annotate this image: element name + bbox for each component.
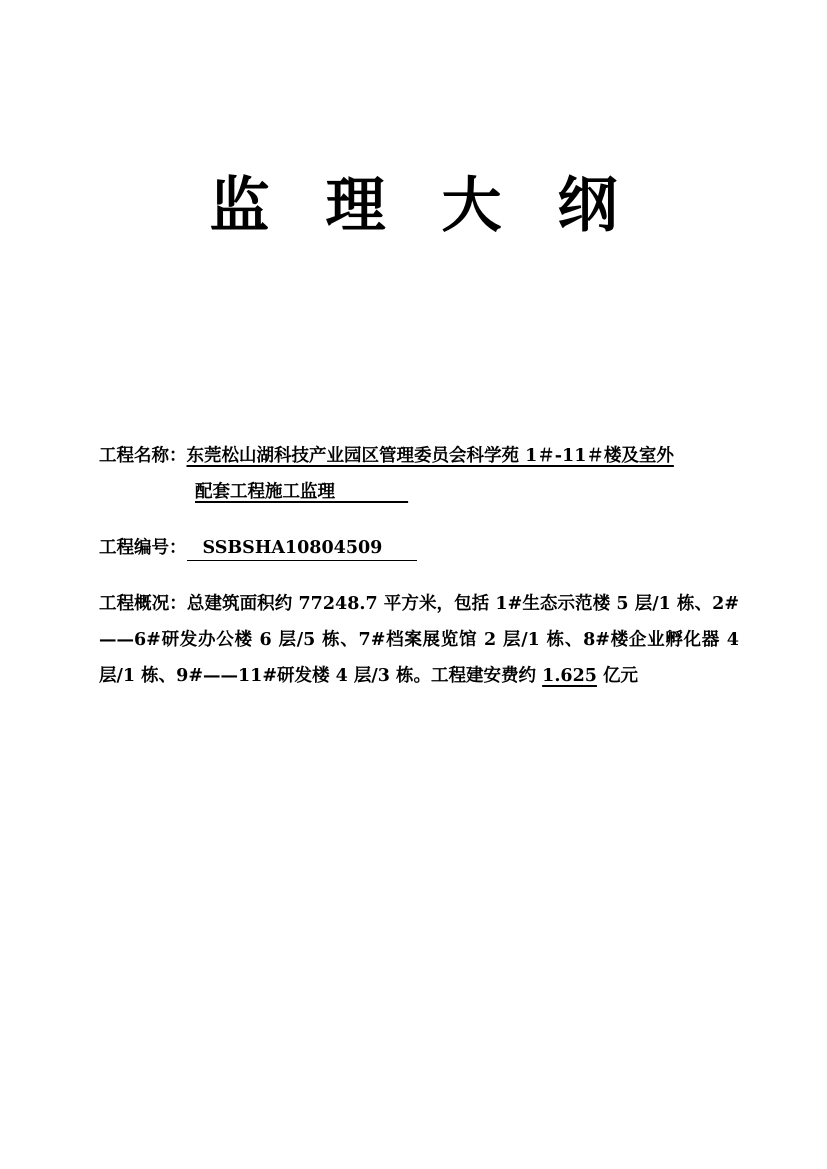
title-char-3: 大	[441, 171, 502, 241]
title-char-2: 理	[325, 171, 386, 241]
title-char-4: 纲	[557, 171, 618, 241]
project-cost-value: 1.625	[542, 666, 597, 686]
project-name-underline-tail	[335, 482, 408, 502]
project-name-line1-row	[99, 438, 739, 474]
project-name-line2: 配套工程施工监理	[195, 482, 335, 502]
project-name-label: 工程名称：	[99, 446, 187, 466]
project-name-field	[99, 438, 739, 510]
project-number-label: 工程编号：	[99, 538, 187, 558]
project-overview-field	[99, 586, 739, 694]
project-number-field	[99, 530, 739, 566]
project-name-line2-row	[99, 474, 739, 510]
project-overview-text-end: 亿元	[596, 666, 639, 686]
title-char-1: 监	[209, 171, 270, 241]
project-overview-text: 总建筑面积约 77248.7 平方米，包括 1#生态示范楼 5 层/1 栋、2#——6#研发办公楼 6 层/5 栋、7#档案展览馆 2 层/1 栋、8#楼企业孵化器 4 层/1 栋、9#——11#研发楼 4 层/3 栋。工程建安费约	[99, 594, 739, 686]
project-name-line1: 东莞松山湖科技产业园区管理委员会科学苑 1＃-11＃楼及室外	[186, 446, 674, 466]
project-overview-label: 工程概况：	[99, 594, 187, 614]
project-number-value: SSBSHA10804509	[187, 536, 417, 561]
document-title	[0, 168, 827, 244]
